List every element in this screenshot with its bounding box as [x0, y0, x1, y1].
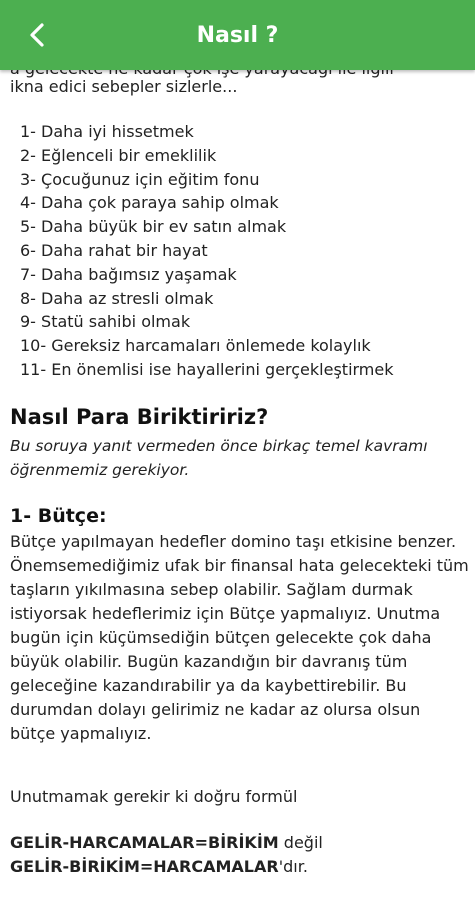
list-item: 7- Daha bağımsız yaşamak — [20, 264, 237, 284]
formula-1-suffix: değil — [278, 833, 323, 852]
formula-line-2 — [10, 857, 308, 876]
formula-2-suffix: 'dır. — [278, 857, 308, 876]
app-bar — [0, 0, 475, 70]
budget-heading: 1- Bütçe: — [10, 505, 107, 527]
section-title: Nasıl Para Biriktiririz? — [10, 405, 269, 429]
list-item: 10- Gereksiz harcamaları önlemede kolaylık — [20, 336, 371, 356]
formula-line-1 — [10, 833, 323, 852]
formula-2-bold: GELİR-BİRİKİM=HARCAMALAR — [10, 857, 279, 876]
list-item: 5- Daha büyük bir ev satın almak — [20, 217, 287, 237]
list-item: 4- Daha çok paraya sahip olmak — [20, 193, 279, 213]
page-title: Nasıl ? — [196, 22, 279, 48]
list-item: 2- Eğlenceli bir emeklilik — [20, 145, 217, 165]
intro-text: ikna edici sebepler sizlerle... — [10, 77, 238, 96]
list-item: 1- Daha iyi hissetmek — [20, 122, 194, 141]
reasons-list — [20, 120, 394, 382]
list-item: 9- Statü sahibi olmak — [20, 312, 191, 332]
list-item: 8- Daha az stresli olmak — [20, 288, 214, 308]
section-subtitle: Bu soruya yanıt vermeden önce birkaç temel kavramı öğrenmemiz gerekiyor. — [10, 437, 428, 479]
list-item: 11- En önemlisi ise hayallerini gerçekleştirmek — [20, 359, 394, 379]
budget-paragraph: Bütçe yapılmayan hedefler domino taşı etkisine benzer. Önemsemediğimiz ufak bir finansal hata gelecekteki tüm taşların yıkılmasına sebep olabilir. Sağlam durmak istiyorsak hedeflerimiz için Bütçe yapmalıyız. Unutma bugün için küçümsediğin bütçen gelecekte çok daha büyük olabilir. Bugün kazandığın bir davranış tüm geleceğine kazandırabilir ya da kaybettirebilir. Bu durumdan dolayı gelirimiz ne kadar az olursa olsun bütçe yapmalıyız. — [10, 532, 469, 743]
list-item: 6- Daha rahat bir hayat — [20, 240, 208, 260]
formula-1-bold: GELİR-HARCAMALAR=BİRİKİM — [10, 833, 279, 852]
formula-intro: Unutmamak gerekir ki doğru formül — [10, 787, 298, 806]
list-item: 3- Çocuğunuz için eğitim fonu — [20, 169, 260, 189]
